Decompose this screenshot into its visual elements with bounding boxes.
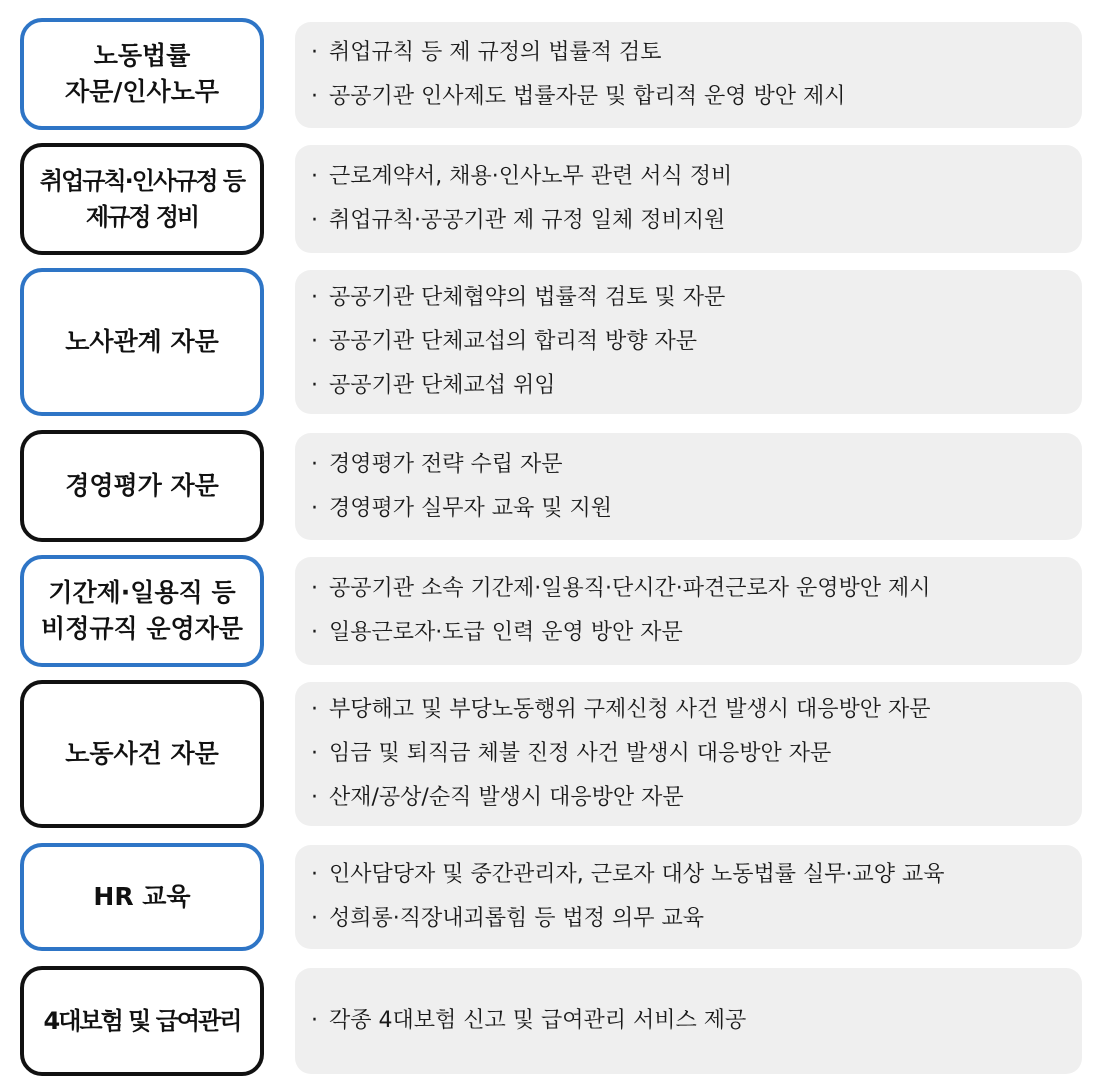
service-label-line: 비정규직 운영자문 — [41, 614, 243, 643]
bullet-dot: · — [311, 451, 318, 477]
service-label-line: 제규정 정비 — [85, 203, 199, 231]
service-description-item: · 성희롱·직장내괴롭힘 등 법정 의무 교육 — [311, 897, 1082, 941]
bullet-dot: · — [311, 785, 318, 810]
service-description-box — [295, 433, 1082, 540]
service-label-box — [20, 268, 264, 416]
service-description-box — [295, 682, 1082, 826]
bullet-dot: · — [311, 906, 318, 931]
service-description-item: · 취업규칙 등 제 규정의 법률적 검토 — [311, 31, 1082, 75]
service-description-item: · 임금 및 퇴직금 체불 진정 사건 발생시 대응방안 자문 — [311, 732, 1082, 776]
service-description-item: · 공공기관 단체협약의 법률적 검토 및 자문 — [311, 276, 1082, 320]
service-label-box — [20, 966, 264, 1076]
service-label-line: 취업규칙·인사규정 등 — [39, 167, 245, 195]
service-description-item: · 근로계약서, 채용·인사노무 관련 서식 정비 — [311, 155, 1082, 199]
bullet-dot: · — [311, 285, 318, 310]
service-label-box — [20, 18, 264, 130]
service-description-item: · 경영평가 실무자 교육 및 지원 — [311, 487, 1082, 531]
bullet-dot: · — [311, 373, 318, 398]
service-description-box — [295, 270, 1082, 414]
service-description-item: · 부당해고 및 부당노동행위 구제신청 사건 발생시 대응방안 자문 — [311, 688, 1082, 732]
service-description-item: · 공공기관 인사제도 법률자문 및 합리적 운영 방안 제시 — [311, 75, 1082, 119]
service-label-line: 4대보험 및 급여관리 — [43, 1007, 241, 1035]
service-description-item: · 경영평가 전략 수립 자문 — [311, 443, 1082, 487]
service-description-item: · 공공기관 소속 기간제·일용직·단시간·파견근로자 운영방안 제시 — [311, 567, 1082, 611]
service-description-box — [295, 22, 1082, 128]
bullet-dot: · — [311, 208, 318, 233]
service-label-line: 노동사건 자문 — [65, 739, 219, 768]
service-label-box — [20, 143, 264, 255]
service-label-line: 노동법률 — [93, 41, 191, 70]
bullet-dot: · — [311, 1008, 318, 1033]
bullet-dot: · — [311, 620, 318, 645]
service-label-box — [20, 430, 264, 542]
bullet-dot: · — [311, 576, 318, 601]
service-description-box — [295, 845, 1082, 949]
service-label-line: 경영평가 자문 — [65, 471, 219, 500]
service-label-box — [20, 555, 264, 667]
bullet-dot: · — [311, 40, 318, 65]
service-label-line: 자문/인사노무 — [64, 77, 220, 106]
service-description-item: · 공공기관 단체교섭의 합리적 방향 자문 — [311, 320, 1082, 364]
bullet-dot: · — [311, 329, 318, 354]
service-description-item: · 취업규칙·공공기관 제 규정 일체 정비지원 — [311, 199, 1082, 243]
service-description-item: · 공공기관 단체교섭 위임 — [311, 364, 1082, 408]
service-description-box — [295, 557, 1082, 665]
bullet-dot: · — [311, 741, 318, 766]
service-description-box — [295, 968, 1082, 1074]
service-label-box — [20, 680, 264, 828]
bullet-dot: · — [311, 862, 318, 887]
service-label-box — [20, 843, 264, 951]
bullet-dot: · — [311, 495, 318, 521]
service-label-line: 기간제·일용직 등 — [48, 578, 236, 607]
service-description-item: · 인사담당자 및 중간관리자, 근로자 대상 노동법률 실무·교양 교육 — [311, 853, 1082, 897]
bullet-dot: · — [311, 164, 318, 189]
bullet-dot: · — [311, 84, 318, 109]
service-label-line: HR 교육 — [93, 882, 191, 911]
service-description-item: · 산재/공상/순직 발생시 대응방안 자문 — [311, 776, 1082, 820]
service-description-item: · 일용근로자·도급 인력 운영 방안 자문 — [311, 611, 1082, 655]
service-description-box — [295, 145, 1082, 253]
service-description-item: · 각종 4대보험 신고 및 급여관리 서비스 제공 — [311, 999, 1082, 1043]
bullet-dot: · — [311, 697, 318, 722]
service-label-line: 노사관계 자문 — [65, 327, 219, 356]
